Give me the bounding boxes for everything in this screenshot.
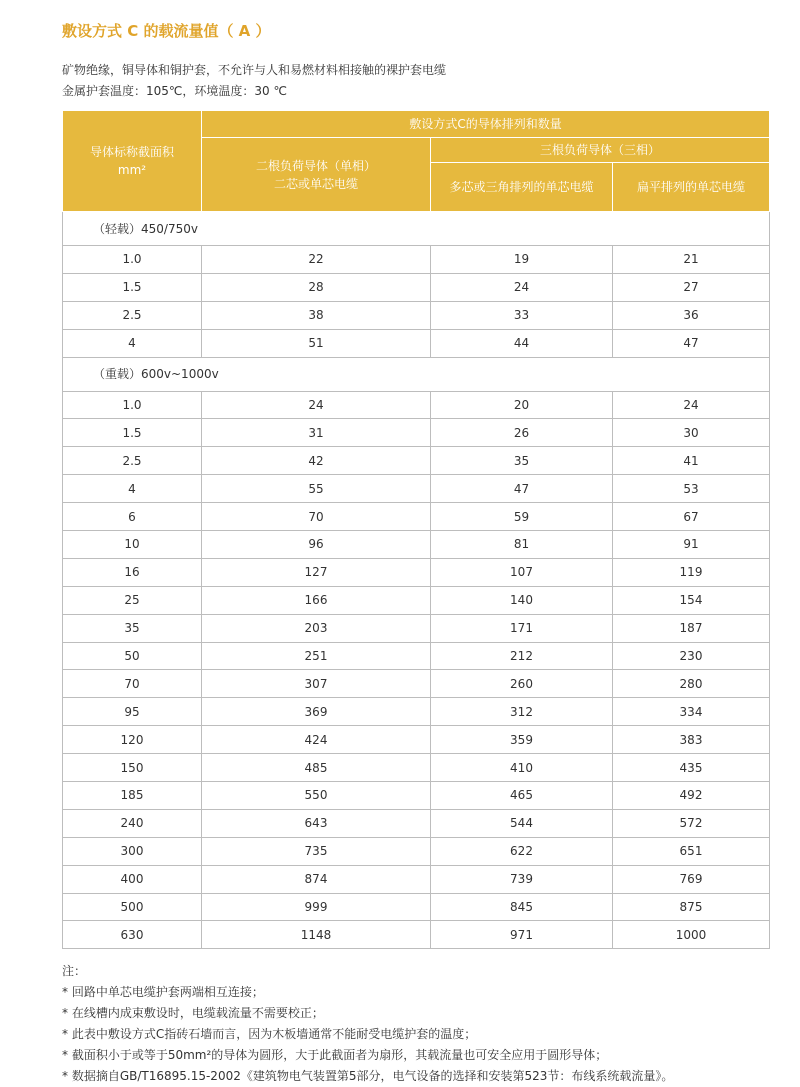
table-row [63,273,770,301]
note-item: * 截面积小于或等于50mm²的导体为圆形，大于此截面者为扇形，其载流量也可安全应用于圆形导体； [62,1048,608,1062]
table-row [63,865,770,893]
ampacity-table [62,110,770,949]
cell-three-core-trefoil: 26 [431,419,613,447]
cell-three-core-trefoil: 212 [431,642,613,670]
cell-three-core-flat: 280 [613,670,770,698]
description-line: 矿物绝缘，铜导体和铜护套，不允许与人和易燃材料相接触的裸护套电缆 [62,63,447,77]
cell-three-core-flat: 41 [613,447,770,475]
group-label: （轻载）450/750v [63,212,770,246]
cell-three-core-trefoil: 171 [431,614,613,642]
cell-three-core-trefoil: 544 [431,809,613,837]
cell-three-core-trefoil: 359 [431,726,613,754]
cell-three-core-flat: 651 [613,837,770,865]
table-row [63,670,770,698]
table-row [63,301,770,329]
cell-three-core-trefoil: 59 [431,503,613,531]
cell-two-core: 735 [202,837,431,865]
cell-three-core-trefoil: 140 [431,586,613,614]
cell-three-core-flat: 47 [613,329,770,357]
header-three-core: 三根负荷导体（三相） [431,138,770,163]
cell-two-core: 28 [202,273,431,301]
cell-section: 1.0 [63,246,202,274]
table-row [63,614,770,642]
cell-section: 25 [63,586,202,614]
table-row [63,419,770,447]
header-section-label: 导体标称截面积 [89,145,174,159]
header-two-core-sub: 二芯或单芯电缆 [273,176,358,191]
cell-three-core-flat: 27 [613,273,770,301]
cell-three-core-flat: 53 [613,475,770,503]
cell-section: 1.5 [63,273,202,301]
cell-section: 70 [63,670,202,698]
table-row [63,837,770,865]
table-row [63,754,770,782]
cell-three-core-flat: 572 [613,809,770,837]
cell-two-core: 22 [202,246,431,274]
table-row [63,246,770,274]
cell-section: 150 [63,754,202,782]
cell-section: 16 [63,558,202,586]
cell-three-core-trefoil: 33 [431,301,613,329]
cell-section: 120 [63,726,202,754]
cell-section: 4 [63,475,202,503]
notes-heading: 注： [62,964,87,978]
note-item: * 在线槽内成束敷设时，电缆载流量不需要校正； [62,1006,324,1020]
page-title: 敷设方式 C 的载流量值（ A ） [62,22,271,40]
cell-section: 10 [63,531,202,559]
cell-two-core: 55 [202,475,431,503]
cell-two-core: 1148 [202,921,431,949]
table-row [63,531,770,559]
header-two-core-label: 二根负荷导体（单相） [255,158,376,173]
header-section-unit: mm² [117,163,147,177]
cell-three-core-flat: 1000 [613,921,770,949]
cell-two-core: 251 [202,642,431,670]
header-two-core [202,138,431,212]
note-item: * 数据摘自GB/T16895.15-2002《建筑物电气装置第5部分，电气设备的选择和安装第523节：布线系统载流量》。 [62,1069,674,1083]
cell-section: 35 [63,614,202,642]
cell-three-core-trefoil: 19 [431,246,613,274]
table-row [63,809,770,837]
table-row [63,921,770,949]
cell-two-core: 38 [202,301,431,329]
cell-section: 185 [63,782,202,810]
cell-three-core-flat: 119 [613,558,770,586]
table-row [63,698,770,726]
cell-three-core-trefoil: 971 [431,921,613,949]
note-item: * 回路中单芯电缆护套两端相互连接； [62,985,264,999]
cell-three-core-flat: 187 [613,614,770,642]
cell-three-core-flat: 230 [613,642,770,670]
header-three-core-flat: 扁平排列的单芯电缆 [613,163,770,212]
cell-three-core-trefoil: 739 [431,865,613,893]
table-row [63,586,770,614]
cell-three-core-trefoil: 44 [431,329,613,357]
header-section [63,111,202,212]
cell-three-core-flat: 91 [613,531,770,559]
cell-two-core: 96 [202,531,431,559]
cell-three-core-trefoil: 24 [431,273,613,301]
cell-two-core: 51 [202,329,431,357]
cell-three-core-flat: 875 [613,893,770,921]
cell-two-core: 424 [202,726,431,754]
cell-section: 1.5 [63,419,202,447]
cell-section: 300 [63,837,202,865]
cell-section: 6 [63,503,202,531]
cell-three-core-trefoil: 35 [431,447,613,475]
cell-three-core-trefoil: 107 [431,558,613,586]
cell-three-core-flat: 21 [613,246,770,274]
header-group: 敷设方式C的导体排列和数量 [202,111,770,138]
cell-section: 95 [63,698,202,726]
cell-two-core: 369 [202,698,431,726]
cell-three-core-trefoil: 20 [431,391,613,419]
cell-three-core-flat: 769 [613,865,770,893]
table-body [63,212,770,949]
cell-section: 500 [63,893,202,921]
cell-two-core: 643 [202,809,431,837]
cell-section: 630 [63,921,202,949]
cell-two-core: 307 [202,670,431,698]
cell-two-core: 127 [202,558,431,586]
cell-two-core: 999 [202,893,431,921]
cell-section: 400 [63,865,202,893]
cell-three-core-flat: 30 [613,419,770,447]
cell-two-core: 485 [202,754,431,782]
cell-section: 2.5 [63,301,202,329]
cell-section: 1.0 [63,391,202,419]
cell-three-core-flat: 383 [613,726,770,754]
cell-section: 50 [63,642,202,670]
cell-three-core-trefoil: 622 [431,837,613,865]
cell-two-core: 24 [202,391,431,419]
cell-three-core-trefoil: 312 [431,698,613,726]
table-row [63,329,770,357]
table-row [63,726,770,754]
table-row [63,391,770,419]
table-row [63,782,770,810]
cell-two-core: 874 [202,865,431,893]
table-row [63,642,770,670]
cell-section: 240 [63,809,202,837]
cell-three-core-flat: 435 [613,754,770,782]
group-label: （重载）600v~1000v [63,357,770,391]
cell-two-core: 42 [202,447,431,475]
cell-three-core-trefoil: 845 [431,893,613,921]
table-row [63,893,770,921]
cell-three-core-flat: 24 [613,391,770,419]
cell-two-core: 550 [202,782,431,810]
cell-three-core-trefoil: 47 [431,475,613,503]
description [62,60,446,102]
group-row-light [63,212,770,246]
group-row-heavy [63,357,770,391]
table-row [63,475,770,503]
cell-three-core-trefoil: 260 [431,670,613,698]
cell-two-core: 70 [202,503,431,531]
description-line: 金属护套温度：105℃，环境温度：30 ℃ [62,84,287,98]
cell-section: 2.5 [63,447,202,475]
cell-two-core: 166 [202,586,431,614]
cell-three-core-trefoil: 81 [431,531,613,559]
table-row [63,558,770,586]
cell-two-core: 31 [202,419,431,447]
cell-three-core-trefoil: 410 [431,754,613,782]
cell-three-core-flat: 492 [613,782,770,810]
note-item: * 此表中敷设方式C指砖石墙而言，因为木板墙通常不能耐受电缆护套的温度； [62,1027,477,1041]
cell-three-core-trefoil: 465 [431,782,613,810]
header-three-core-trefoil: 多芯或三角排列的单芯电缆 [431,163,613,212]
cell-three-core-flat: 67 [613,503,770,531]
table-row [63,447,770,475]
cell-three-core-flat: 154 [613,586,770,614]
cell-three-core-flat: 36 [613,301,770,329]
table-row [63,503,770,531]
notes [62,961,673,1087]
cell-two-core: 203 [202,614,431,642]
cell-section: 4 [63,329,202,357]
cell-three-core-flat: 334 [613,698,770,726]
